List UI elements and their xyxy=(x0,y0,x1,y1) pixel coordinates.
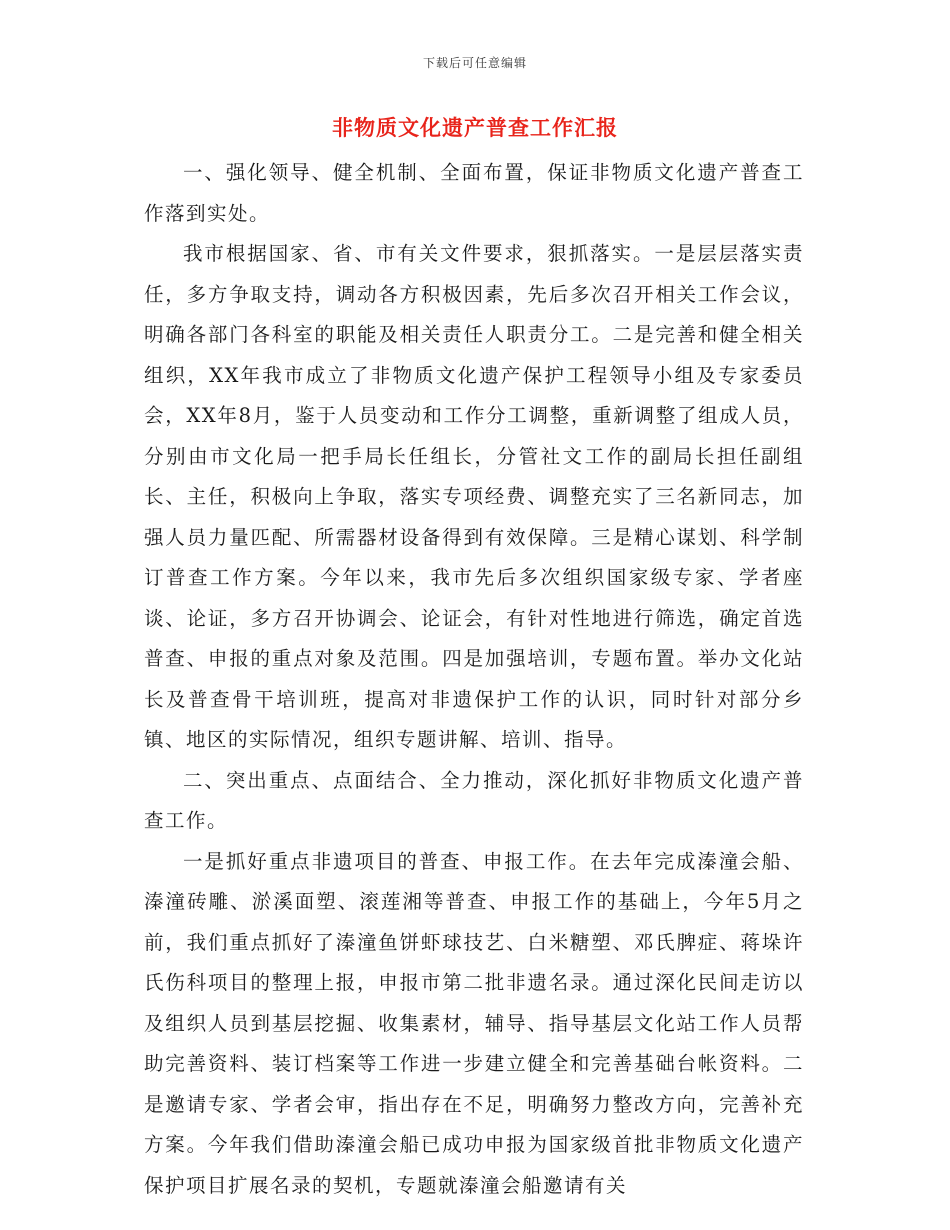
section-heading-1: 一、强化领导、健全机制、全面布置，保证非物质文化遗产普查工作落到实处。 xyxy=(144,161,804,225)
document-body xyxy=(144,153,804,1206)
page-header-note: 下载后可任意编辑 xyxy=(422,56,527,70)
body-paragraph-2: 一是抓好重点非遗项目的普查、申报工作。在去年完成溱潼会船、溱潼砖雕、淤溪面塑、滚莲湘等普查、申报工作的基础上，今年5月之前，我们重点抓好了溱潼鱼饼虾球技艺、白米糖塑、邓氏脾症、蒋垛许氏伤科项目的整理上报，申报市第二批非遗名录。通过深化民间走访以及组织人员到基层挖掘、收集素材，辅导、指导基层文化站工作人员帮助完善资料、装订档案等工作进一步建立健全和完善基础台帐资料。二是邀请专家、学者会审，指出存在不足，明确努力整改方向，完善补充方案。今年我们借助溱潼会船已成功申报为国家级首批非物质文化遗产保护项目扩展名录的契机，专题就溱潼会船邀请有关 xyxy=(144,849,804,1197)
body-paragraph-1: 我市根据国家、省、市有关文件要求，狠抓落实。一是层层落实责任，多方争取支持，调动各方积极因素，先后多次召开相关工作会议，明确各部门各科室的职能及相关责任人职责分工。二是完善和健全相关组织，XX年我市成立了非物质文化遗产保护工程领导小组及专家委员会，XX年8月，鉴于人员变动和工作分工调整，重新调整了组成人员，分别由市文化局一把手局长任组长，分管社文工作的副局长担任副组长、主任，积极向上争取，落实专项经费、调整充实了三名新同志，加强人员力量匹配、所需器材设备得到有效保障。三是精心谋划、科学制订普查工作方案。今年以来，我市先后多次组织国家级专家、学者座谈、论证，多方召开协调会、论证会，有针对性地进行筛选，确定首选普查、申报的重点对象及范围。四是加强培训，专题布置。举办文化站长及普查骨干培训班，提高对非遗保护工作的认识，同时针对部分乡镇、地区的实际情况，组织专题讲解、培训、指导。 xyxy=(144,242,804,751)
document-title: 非物质文化遗产普查工作汇报 xyxy=(332,115,618,140)
section-heading-2: 二、突出重点、点面结合、全力推动，深化抓好非物质文化遗产普查工作。 xyxy=(144,768,804,832)
